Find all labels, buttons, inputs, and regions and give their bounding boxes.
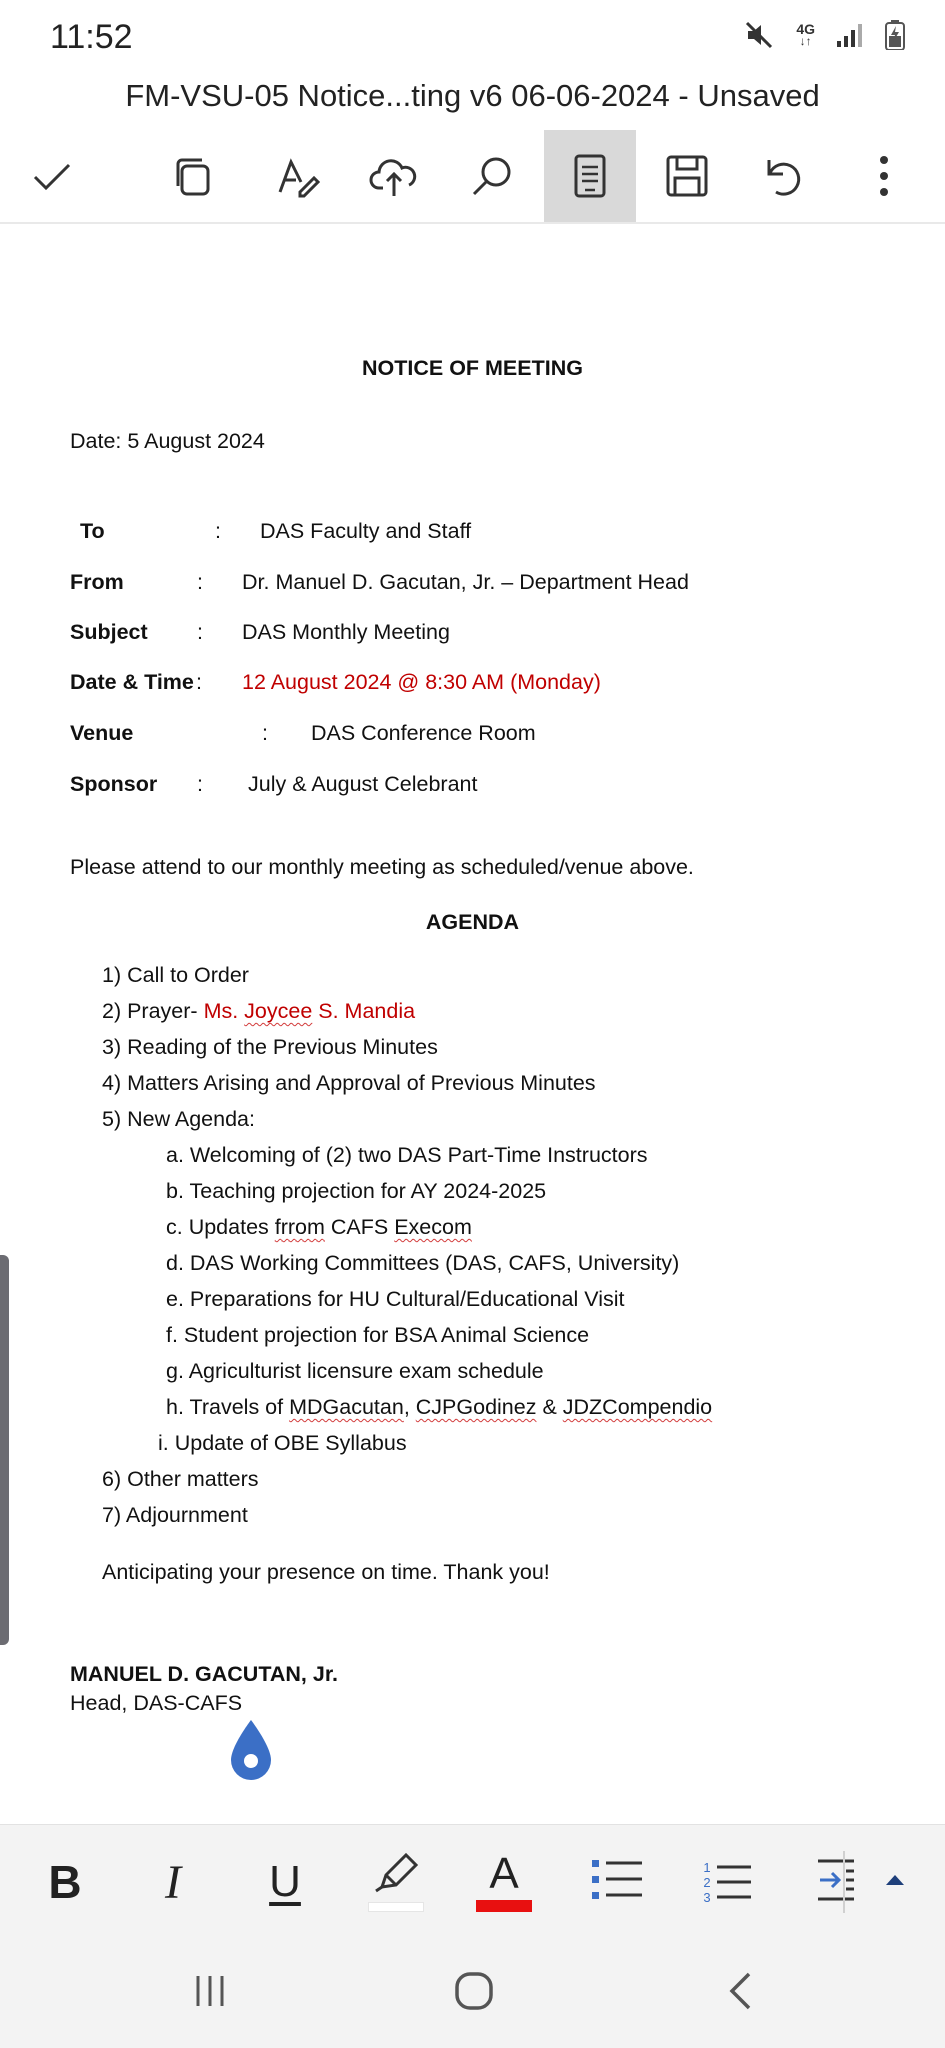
- numbered-list-icon: 1 2 3: [703, 1859, 711, 1905]
- document-title: FM-VSU-05 Notice...ting v6 06-06-2024 - Unsaved: [125, 78, 820, 113]
- field-value-to: DAS Faculty and Staff: [260, 519, 472, 543]
- agenda-title: AGENDA: [425, 910, 520, 934]
- undo-icon[interactable]: [737, 130, 829, 222]
- agenda-subitem: c. Updates frrom CAFS Execom: [166, 1215, 472, 1239]
- expand-format-button[interactable]: [870, 1825, 920, 1939]
- underline-label: U: [269, 1857, 301, 1906]
- agenda-item: 6) Other matters: [102, 1467, 259, 1491]
- bold-label: B: [48, 1856, 82, 1908]
- agenda-subitem: h. Travels of MDGacutan, CJPGodinez & JDZCompendio: [166, 1395, 713, 1419]
- signatory-name: MANUEL D. GACUTAN, Jr.: [70, 1662, 338, 1686]
- recent-apps-icon: [192, 1974, 228, 2013]
- font-color-label: A: [489, 1849, 519, 1898]
- font-color-swatch: [476, 1900, 532, 1912]
- field-sep-datetime: :: [196, 670, 202, 694]
- search-icon[interactable]: [446, 130, 538, 222]
- agenda-item: 3) Reading of the Previous Minutes: [102, 1035, 438, 1059]
- highlight-button[interactable]: [364, 1825, 428, 1939]
- caret-up-icon: [884, 1873, 906, 1892]
- back-button[interactable]: [700, 1938, 780, 2048]
- field-sep-from: :: [197, 570, 203, 594]
- agenda-item: 4) Matters Arising and Approval of Previous Minutes: [102, 1071, 596, 1095]
- mobile-view-icon[interactable]: [544, 130, 636, 222]
- navigation-bar: [0, 1938, 945, 2048]
- battery-icon: [885, 20, 905, 50]
- agenda-subitem: d. DAS Working Committees (DAS, CAFS, University): [166, 1251, 680, 1275]
- status-bar: [0, 0, 945, 76]
- agenda-subitem: f. Student projection for BSA Animal Science: [166, 1323, 590, 1347]
- numbered-list-button[interactable]: [696, 1825, 760, 1939]
- bold-button[interactable]: [30, 1825, 100, 1939]
- bullet-list-icon: [590, 1858, 644, 1907]
- field-label-to: To: [80, 519, 105, 543]
- field-label-sponsor: Sponsor: [70, 772, 158, 796]
- signatory-title: Head, DAS-CAFS: [70, 1691, 243, 1715]
- edge-panel-handle[interactable]: [0, 1255, 9, 1645]
- field-value-datetime: 12 August 2024 @ 8:30 AM (Monday): [242, 670, 601, 694]
- cloud-upload-icon[interactable]: [348, 130, 440, 222]
- cursor-drop-handle[interactable]: [228, 1718, 274, 1787]
- notice-date: Date: 5 August 2024: [70, 429, 265, 453]
- italic-button[interactable]: [138, 1825, 208, 1939]
- more-icon[interactable]: [838, 130, 930, 222]
- notice-heading: NOTICE OF MEETING: [362, 356, 583, 380]
- field-sep-venue: :: [262, 721, 268, 745]
- agenda-item: 5) New Agenda:: [102, 1107, 255, 1131]
- copy-icon[interactable]: [146, 130, 238, 222]
- signal-icon: [837, 23, 863, 47]
- italic-label: I: [165, 1855, 181, 1909]
- agenda-subitem: a. Welcoming of (2) two DAS Part-Time Instructors: [166, 1143, 648, 1167]
- field-value-subject: DAS Monthly Meeting: [242, 620, 450, 644]
- agenda-item: 7) Adjournment: [102, 1503, 248, 1527]
- field-sep-to: :: [215, 519, 221, 543]
- field-value-venue: DAS Conference Room: [311, 721, 536, 745]
- agenda-subitem: b. Teaching projection for AY 2024-2025: [166, 1179, 547, 1203]
- document-page[interactable]: [0, 226, 945, 1824]
- toolbar: [0, 128, 945, 224]
- status-icons: [744, 20, 905, 50]
- field-label-datetime: Date & Time: [70, 670, 194, 694]
- indent-button[interactable]: [806, 1825, 866, 1939]
- recent-apps-button[interactable]: [170, 1938, 250, 2048]
- home-icon: [454, 1971, 494, 2016]
- agenda-item: 1) Call to Order: [102, 963, 249, 987]
- status-time: 11:52: [50, 18, 133, 56]
- check-icon[interactable]: [6, 130, 98, 222]
- home-button[interactable]: [434, 1938, 514, 2048]
- format-bar: [0, 1824, 945, 1938]
- field-label-venue: Venue: [70, 721, 134, 745]
- indent-icon: [814, 1857, 858, 1908]
- agenda-subitem: i. Update of OBE Syllabus: [158, 1431, 407, 1455]
- mute-icon: [744, 20, 774, 50]
- field-sep-subject: :: [197, 620, 203, 644]
- save-icon[interactable]: [641, 130, 733, 222]
- agenda-item: 2) Prayer- Ms. Joycee S. Mandia: [102, 999, 416, 1023]
- underline-button[interactable]: [250, 1825, 320, 1939]
- field-sep-sponsor: :: [197, 772, 203, 796]
- field-label-from: From: [70, 570, 124, 594]
- font-color-button[interactable]: [472, 1825, 536, 1939]
- format-divider: [843, 1851, 845, 1913]
- field-value-sponsor: July & August Celebrant: [248, 772, 478, 796]
- closing-line: Anticipating your presence on time. Thank you!: [102, 1560, 550, 1584]
- back-icon: [727, 1971, 753, 2016]
- highlight-color-swatch: [368, 1902, 424, 1912]
- highlighter-icon: [372, 1853, 420, 1898]
- field-label-subject: Subject: [70, 620, 148, 644]
- network-4g-icon: 4G ↓↑: [796, 21, 815, 48]
- agenda-subitem: g. Agriculturist licensure exam schedule: [166, 1359, 544, 1383]
- bullet-list-button[interactable]: [585, 1825, 649, 1939]
- field-value-from: Dr. Manuel D. Gacutan, Jr. – Department Head: [242, 570, 689, 594]
- intro-paragraph: Please attend to our monthly meeting as scheduled/venue above.: [70, 855, 694, 879]
- pen-icon[interactable]: [252, 130, 344, 222]
- agenda-subitem: e. Preparations for HU Cultural/Educational Visit: [166, 1287, 625, 1311]
